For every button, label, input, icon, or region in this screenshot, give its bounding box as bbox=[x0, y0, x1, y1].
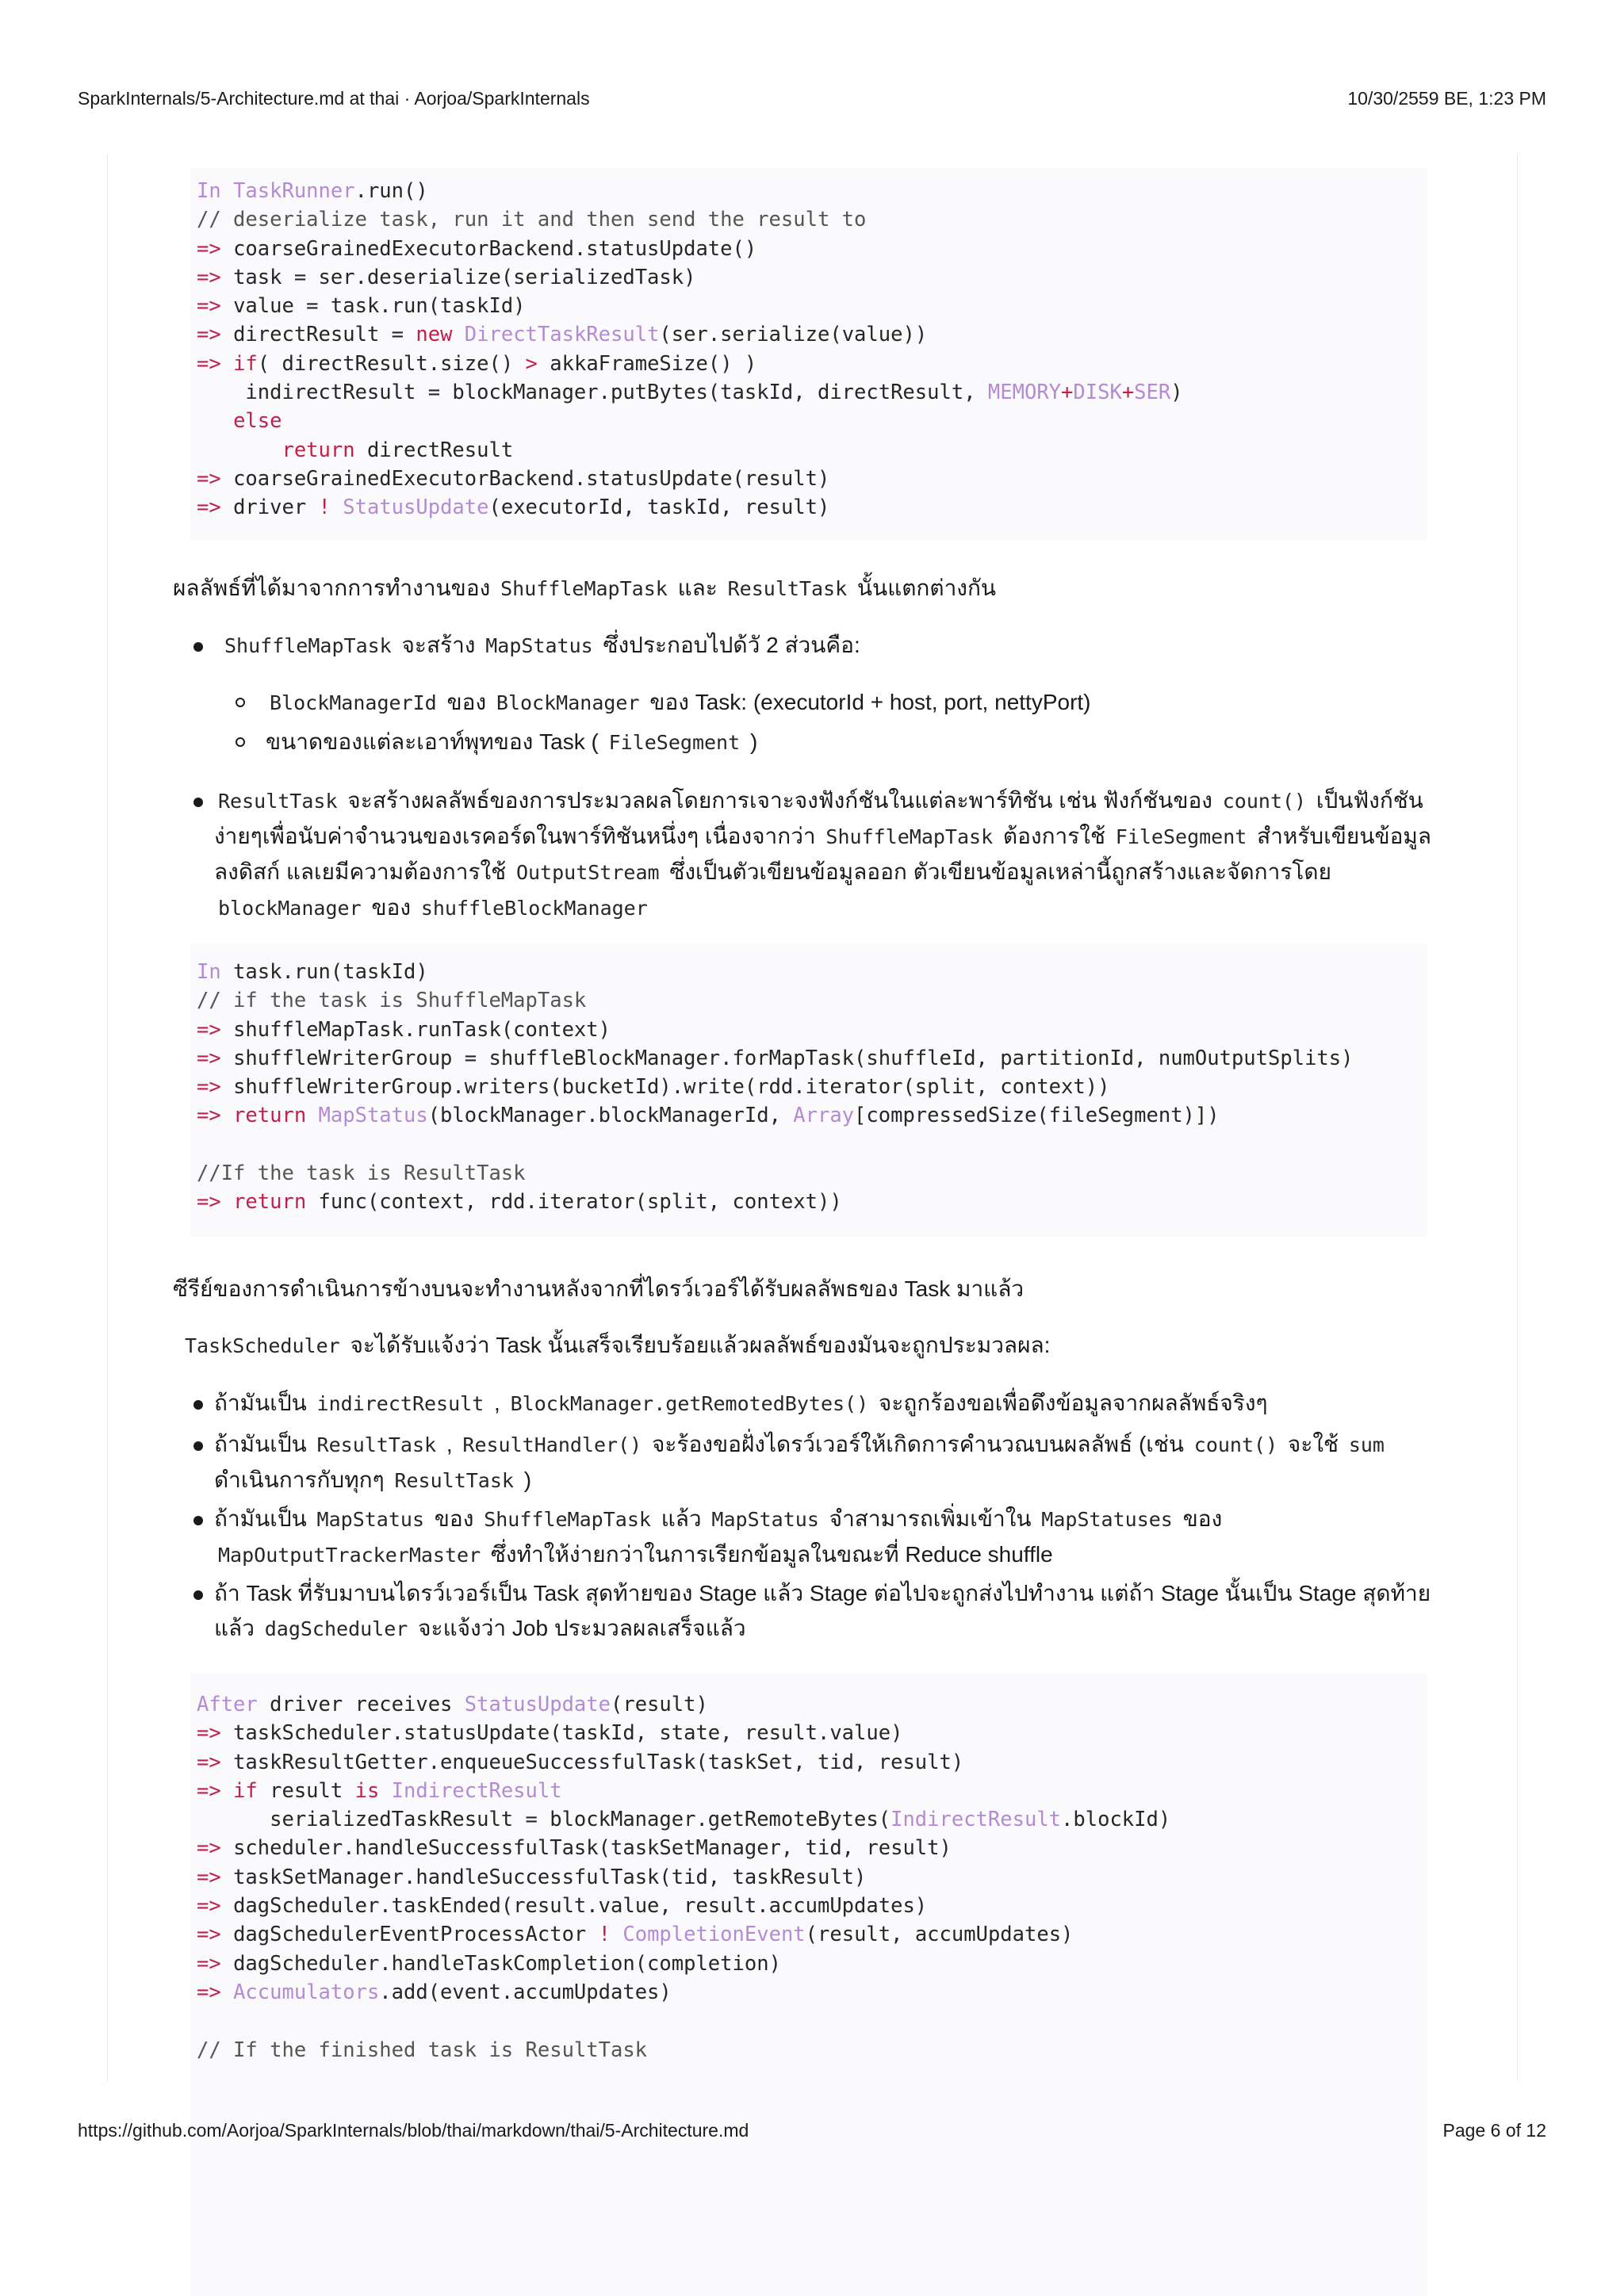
text-run: ถ้ามันเป็น bbox=[214, 1432, 313, 1456]
code-token: (ser.serialize(value)) bbox=[659, 323, 928, 347]
code-token: .blockId) bbox=[1061, 1808, 1171, 1832]
text-run: แล้ว bbox=[214, 1616, 261, 1640]
code-line bbox=[197, 1920, 1170, 1949]
code-token: // if the task is ShuffleMapTask bbox=[197, 989, 587, 1013]
bullet-dot bbox=[193, 1400, 203, 1410]
inline-code: MapStatus bbox=[485, 634, 593, 657]
code-line bbox=[197, 986, 1353, 1015]
code-token: result bbox=[270, 1778, 355, 1803]
code-token: => bbox=[197, 1721, 234, 1746]
sub-bullet-circle bbox=[236, 737, 245, 747]
code-token: => bbox=[197, 1046, 234, 1070]
code-token: SER bbox=[1134, 381, 1171, 405]
inline-code: FileSegment bbox=[608, 731, 741, 754]
inline-code: count() bbox=[1222, 790, 1307, 813]
print-header bbox=[78, 88, 1546, 109]
text-run: สำหรับเขียนข้อมูล bbox=[1251, 824, 1432, 848]
code-line bbox=[197, 1016, 1353, 1044]
text-run: ต้องการใช้ bbox=[997, 824, 1112, 848]
list-item-line bbox=[214, 890, 1431, 926]
bullet-dot bbox=[193, 798, 203, 807]
list-item-line bbox=[214, 1502, 1222, 1537]
text-run: จะสร้าง bbox=[395, 633, 482, 657]
code-line bbox=[197, 1073, 1353, 1101]
code-token: => bbox=[197, 1836, 234, 1861]
code-token: => bbox=[197, 265, 234, 289]
code-token: akkaFrameSize() ) bbox=[537, 351, 757, 376]
code-line bbox=[197, 2007, 1170, 2035]
inline-code: ResultTask bbox=[218, 790, 338, 813]
code-token: taskResultGetter.enqueueSuccessfulTask(taskSet, tid, result) bbox=[233, 1750, 964, 1774]
code-line bbox=[197, 465, 1183, 493]
list-item-shufflemaptask bbox=[220, 628, 860, 664]
code-token: scheduler.handleSuccessfulTask(taskSetManager, tid, result) bbox=[233, 1836, 952, 1861]
code-token: + bbox=[1121, 381, 1135, 405]
code-token: => bbox=[197, 1075, 234, 1100]
code-line bbox=[197, 1748, 1170, 1777]
code-token: (result) bbox=[611, 1693, 708, 1716]
next-page-code-block bbox=[190, 2081, 1427, 2296]
code-line bbox=[197, 1805, 1170, 1834]
text-run: ถ้ามันเป็น bbox=[214, 1506, 313, 1531]
code-token: // If the finished task is ResultTask bbox=[197, 2038, 648, 2062]
code-token: => bbox=[197, 1894, 234, 1919]
paragraph-taskscheduler bbox=[181, 1328, 1465, 1364]
inline-code: MapStatus bbox=[711, 1508, 819, 1531]
code-token: Array bbox=[793, 1104, 855, 1128]
list-item-line bbox=[214, 783, 1431, 819]
inline-code: ResultTask bbox=[316, 1433, 437, 1456]
code-token: => bbox=[197, 1750, 234, 1774]
code-line bbox=[197, 292, 1183, 320]
code-line bbox=[197, 407, 1183, 435]
page-number: Page 6 of 12 bbox=[1442, 2120, 1546, 2141]
code-token: dagSchedulerEventProcessActor bbox=[233, 1923, 599, 1947]
code-line bbox=[197, 1131, 1353, 1159]
code-token: new bbox=[416, 323, 465, 347]
text-run: ดำเนินการกับทุกๆ bbox=[214, 1468, 391, 1492]
inline-code: MapStatus bbox=[316, 1508, 425, 1531]
code-line bbox=[197, 1719, 1170, 1747]
code-token: indirectResult = blockManager.putBytes(taskId, directResult, bbox=[197, 381, 988, 405]
code-token: . bbox=[354, 179, 367, 203]
code-token: shuffleMapTask.runTask(context) bbox=[233, 1017, 611, 1042]
list-item-line bbox=[214, 1386, 1268, 1422]
list-item bbox=[214, 1502, 1222, 1573]
code-token: coarseGrainedExecutorBackend.statusUpdate() bbox=[233, 236, 757, 261]
sub-item-output-size bbox=[266, 725, 757, 760]
code-line bbox=[197, 2036, 1170, 2064]
code-token: driver bbox=[233, 496, 319, 520]
code-token: // deserialize task, run it and then send the result to bbox=[197, 208, 867, 232]
code-line bbox=[197, 263, 1183, 292]
text-run: ของ bbox=[1176, 1506, 1223, 1531]
code-token: => bbox=[197, 236, 234, 261]
text-run: จะร้องขอฝั่งไดรว์เวอร์ให้เกิดการคำนวณบนผลลัพธ์ (เช่น bbox=[645, 1432, 1190, 1456]
code-token bbox=[197, 409, 233, 433]
code-line bbox=[197, 378, 1183, 407]
code-line bbox=[197, 1188, 1353, 1216]
inline-code: OutputStream bbox=[515, 861, 660, 884]
code-line bbox=[197, 1978, 1170, 2007]
code-token: => bbox=[197, 1778, 234, 1803]
code-token: => bbox=[197, 1190, 234, 1215]
code-token: TaskRunner bbox=[233, 179, 355, 203]
text-run: ขนาดของแต่ละเอาท์พุทของ Task ( bbox=[266, 729, 605, 754]
code-line bbox=[197, 350, 1183, 378]
inline-code: ShuffleMapTask bbox=[224, 634, 392, 657]
code-token: => bbox=[197, 1865, 234, 1889]
code-token: ( directResult.size() bbox=[257, 351, 526, 376]
code-token: return bbox=[282, 438, 367, 462]
text-run: จะถูกร้องขอเพื่อดึงข้อมูลจากผลลัพธ์จริงๆ bbox=[872, 1391, 1268, 1415]
list-item-line bbox=[214, 1611, 1431, 1647]
inline-code: MapStatuses bbox=[1041, 1508, 1173, 1531]
inline-code: FileSegment bbox=[1115, 825, 1247, 848]
bullet-dot bbox=[193, 1516, 203, 1525]
code-line bbox=[197, 1044, 1353, 1073]
code-token: [compressedSize(fileSegment)]) bbox=[854, 1104, 1220, 1128]
code-token: return bbox=[233, 1190, 319, 1215]
list-item bbox=[214, 1386, 1268, 1422]
sub-bullet-circle bbox=[236, 698, 245, 707]
code-token: coarseGrainedExecutorBackend.statusUpdate(result) bbox=[233, 466, 830, 491]
text-run: ซึ่งประกอบไปด้วั 2 ส่วนคือ: bbox=[596, 633, 860, 657]
code-token: run() bbox=[366, 179, 428, 203]
code-token: directResult = bbox=[233, 323, 416, 347]
code-token: ! bbox=[598, 1923, 623, 1947]
code-token: dagScheduler.taskEnded(result.value, result.accumUpdates) bbox=[233, 1894, 928, 1919]
code-token: driver receives bbox=[270, 1693, 465, 1716]
code-token: => bbox=[197, 294, 234, 319]
code-token: return bbox=[233, 1104, 319, 1128]
text-run: ของ Task: (executorId + host, port, nettyPort) bbox=[643, 690, 1091, 714]
code-token: IndirectResult bbox=[891, 1808, 1062, 1832]
code-token: (result, accumUpdates) bbox=[805, 1923, 1074, 1947]
inline-code: ResultHandler() bbox=[462, 1433, 642, 1456]
code-token: StatusUpdate bbox=[464, 1693, 611, 1716]
code-line bbox=[197, 1834, 1170, 1862]
code-token: => bbox=[197, 466, 234, 491]
inline-code: dagScheduler bbox=[264, 1617, 408, 1640]
code-task-run bbox=[197, 958, 1353, 1217]
text-run: ของ bbox=[440, 690, 492, 714]
text-run: ถ้า Task ที่รับมาบนไดรว์เวอร์เป็น Task สุดท้ายของ Stage แล้ว Stage ต่อไปจะถูกส่งไปทำงาน แต่ถ้า Stage นั้นเป็น Stage สุดท้าย bbox=[214, 1581, 1431, 1605]
list-item-line bbox=[214, 1576, 1431, 1611]
text-run: ซีรีย์ของการดำเนินการข้างบนจะทำงานหลังจากที่ไดรว์เวอร์ได้รับผลลัพธของ Task มาแล้ว bbox=[173, 1276, 1025, 1301]
code-token: MEMORY bbox=[987, 381, 1062, 405]
code-token: CompletionEvent bbox=[622, 1923, 806, 1947]
text-run: จะแจ้งว่า Job ประมวลผลเสร็จแล้ว bbox=[412, 1616, 746, 1640]
code-token: In bbox=[197, 179, 234, 203]
code-line bbox=[197, 1950, 1170, 1978]
code-token: In bbox=[197, 960, 234, 984]
inline-code: blockManager bbox=[218, 897, 362, 920]
list-item-line bbox=[214, 1427, 1388, 1463]
code-token: else bbox=[233, 409, 282, 434]
code-line bbox=[197, 1892, 1170, 1920]
text-run: ลงดิสก์ แลเยมีความต้องการใช้ bbox=[214, 859, 512, 884]
inline-code: indirectResult bbox=[316, 1392, 485, 1415]
code-token: value = task.run(taskId) bbox=[233, 294, 526, 319]
code-token: => bbox=[197, 1104, 234, 1128]
text-run: แล้ว bbox=[654, 1506, 708, 1531]
text-run: และ bbox=[671, 576, 724, 600]
code-token: if bbox=[233, 351, 258, 376]
bullet-dot bbox=[193, 1441, 203, 1451]
code-token: => bbox=[197, 496, 234, 520]
code-token: (blockManager.blockManagerId, bbox=[427, 1104, 794, 1128]
inline-code: TaskScheduler bbox=[185, 1334, 340, 1357]
inline-code: ResultTask bbox=[394, 1469, 514, 1492]
text-run: ของ bbox=[365, 895, 417, 920]
text-run: ) bbox=[517, 1468, 532, 1492]
list-item bbox=[214, 1576, 1431, 1647]
code-token: => bbox=[197, 1017, 234, 1042]
code-line bbox=[197, 320, 1183, 349]
code-line bbox=[197, 1690, 1170, 1719]
code-token: ! bbox=[318, 496, 343, 520]
sub-item-blockmanagerid bbox=[266, 685, 1091, 721]
text-run: จำสามารถเพิ่มเข้าใน bbox=[822, 1506, 1038, 1531]
print-footer bbox=[78, 2120, 1546, 2141]
code-line bbox=[197, 1159, 1353, 1188]
code-token: is bbox=[354, 1778, 392, 1803]
code-token: shuffleWriterGroup.writers(bucketId).write(rdd.iterator(split, context)) bbox=[233, 1075, 1110, 1100]
code-token: MapStatus bbox=[318, 1104, 428, 1128]
list-item-resulttask bbox=[214, 783, 1431, 926]
inline-code: BlockManager.getRemotedBytes() bbox=[510, 1392, 869, 1415]
text-run: จะสร้างผลลัพธ์ของการประมวลผลโดยการเจาะจงฟังก์ชันในแต่ละพาร์ทิชัน เช่น ฟังก์ชันของ bbox=[341, 788, 1219, 813]
text-run: ถ้ามันเป็น bbox=[214, 1391, 313, 1415]
code-line bbox=[197, 235, 1183, 263]
inline-code: shuffleBlockManager bbox=[420, 897, 648, 920]
code-token: => bbox=[197, 1980, 234, 2004]
code-token: (executorId, taskId, result) bbox=[488, 496, 830, 520]
text-run: จะได้รับแจ้งว่า Task นั้นเสร็จเรียบร้อยแล้วผลลัพธ์ของมันจะถูกประมวลผล: bbox=[343, 1333, 1051, 1357]
print-datetime: 10/30/2559 BE, 1:23 PM bbox=[1347, 88, 1546, 109]
text-run: ของ bbox=[428, 1506, 481, 1531]
text-run: ผลลัพธ์ที่ได้มาจากการทำงานของ bbox=[173, 576, 497, 600]
text-run: , bbox=[488, 1391, 507, 1415]
inline-code: ResultTask bbox=[727, 577, 848, 600]
code-token: taskSetManager.handleSuccessfulTask(tid, taskResult) bbox=[233, 1865, 867, 1889]
inline-code: ShuffleMapTask bbox=[825, 825, 994, 848]
text-run: จะใช้ bbox=[1281, 1432, 1345, 1456]
code-token: if bbox=[233, 1778, 270, 1803]
code-token: => bbox=[197, 1923, 234, 1947]
code-token: directResult bbox=[366, 438, 514, 462]
code-token: task.run(taskId) bbox=[233, 960, 428, 984]
code-token: > bbox=[525, 351, 538, 376]
code-token: taskScheduler.statusUpdate(taskId, state, result.value) bbox=[233, 1721, 903, 1746]
inline-code: count() bbox=[1193, 1433, 1278, 1456]
code-token: func(context, rdd.iterator(split, context)) bbox=[318, 1190, 842, 1215]
code-token: IndirectResult bbox=[391, 1778, 562, 1803]
bullet-dot bbox=[193, 1590, 203, 1600]
page-title: SparkInternals/5-Architecture.md at thai · Aorjoa/SparkInternals bbox=[78, 88, 590, 109]
code-line bbox=[197, 205, 1183, 234]
code-taskrunner bbox=[197, 177, 1183, 522]
text-run: ซึ่งเป็นตัวเขียนข้อมูลออก ตัวเขียนข้อมูลเหล่านี้ถูกสร้างและจัดการโดย bbox=[663, 859, 1332, 884]
code-line bbox=[197, 958, 1353, 986]
text-run: ) bbox=[744, 729, 758, 754]
code-token: => bbox=[197, 1951, 234, 1976]
code-line bbox=[197, 1863, 1170, 1892]
code-token: StatusUpdate bbox=[343, 496, 489, 520]
code-token: .add(event.accumUpdates) bbox=[379, 1980, 672, 2004]
text-run: เป็นฟังก์ชัน bbox=[1310, 788, 1423, 813]
bullet-dot bbox=[193, 642, 203, 652]
code-line bbox=[197, 1101, 1353, 1130]
code-token: + bbox=[1061, 381, 1074, 405]
inline-code: BlockManager bbox=[496, 691, 640, 714]
code-token: After bbox=[197, 1693, 270, 1716]
paragraph-results-differ bbox=[173, 571, 1457, 607]
code-token: serializedTaskResult = blockManager.getRemoteBytes( bbox=[197, 1808, 891, 1832]
text-run: , bbox=[440, 1432, 459, 1456]
list-item-line bbox=[214, 1537, 1222, 1573]
page-url: https://github.com/Aorjoa/SparkInternals/blob/thai/markdown/thai/5-Architecture.md bbox=[78, 2120, 749, 2141]
code-token: DISK bbox=[1073, 381, 1122, 405]
code-driver-receives bbox=[197, 1690, 1170, 2064]
code-line bbox=[197, 177, 1183, 205]
code-token: shuffleWriterGroup = shuffleBlockManager.forMapTask(shuffleId, partitionId, numOutputSplits) bbox=[233, 1046, 1354, 1070]
code-token: task = ser.deserialize(serializedTask) bbox=[233, 265, 696, 289]
code-token: dagScheduler.handleTaskCompletion(completion) bbox=[233, 1951, 781, 1976]
inline-code: sum bbox=[1348, 1433, 1385, 1456]
list-item-line bbox=[214, 855, 1431, 890]
code-token: => bbox=[197, 351, 234, 376]
code-line bbox=[197, 436, 1183, 465]
code-line bbox=[197, 493, 1183, 522]
list-item bbox=[214, 1427, 1388, 1498]
code-line bbox=[197, 1777, 1170, 1805]
text-run: ง่ายๆเพื่อนับค่าจำนวนของเรคอร์ดในพาร์ทิชันหนึ่งๆ เนื่องจากว่า bbox=[214, 824, 822, 848]
inline-code: ShuffleMapTask bbox=[500, 577, 668, 600]
code-token: DirectTaskResult bbox=[464, 323, 660, 347]
code-token bbox=[197, 438, 282, 462]
code-token: Accumulators bbox=[233, 1980, 380, 2004]
list-item-line bbox=[214, 1463, 1388, 1498]
code-token: //If the task is ResultTask bbox=[197, 1161, 526, 1186]
list-item-line bbox=[214, 819, 1431, 855]
code-token: => bbox=[197, 323, 234, 347]
inline-code: ShuffleMapTask bbox=[484, 1508, 651, 1531]
code-token: ) bbox=[1170, 381, 1183, 405]
inline-code: BlockManagerId bbox=[270, 691, 437, 714]
paragraph-series-of-operations bbox=[173, 1272, 1457, 1307]
text-run: นั้นแตกต่างกัน bbox=[851, 576, 997, 600]
inline-code: MapOutputTrackerMaster bbox=[218, 1544, 481, 1567]
text-run: ซึ่งทำให้ง่ายกว่าในการเรียกข้อมูลในขณะที่ Reduce shuffle bbox=[485, 1542, 1053, 1567]
